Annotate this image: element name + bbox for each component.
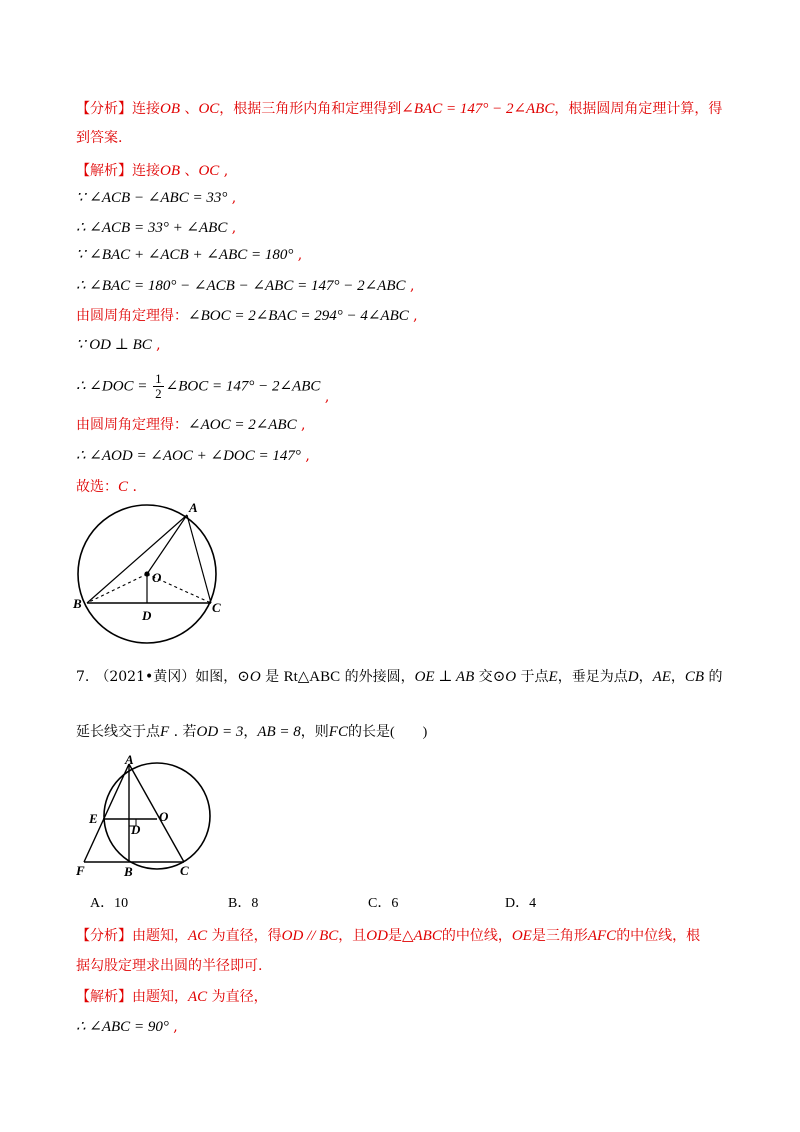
- comma: ,: [293, 247, 303, 263]
- theorem-1: [76, 306, 418, 326]
- math: OE ⊥ AB: [414, 669, 475, 685]
- fraction-one-half: [153, 372, 164, 401]
- math: OD // BC: [281, 928, 339, 944]
- text: 是: [260, 669, 284, 685]
- analysis-2-line-1: [76, 926, 700, 946]
- solution-2-step: [76, 1017, 178, 1037]
- option-d: D．4: [505, 896, 537, 911]
- step-2: [76, 218, 236, 238]
- comma: ,: [300, 448, 310, 464]
- math: OD = 3: [196, 724, 244, 740]
- figure-1-circle-diagram: [73, 500, 226, 650]
- question-7-line-2: [76, 722, 427, 743]
- segment-ab: [87, 515, 187, 603]
- label-d: D: [142, 608, 152, 623]
- step-math: ∵ ∠BAC + ∠ACB + ∠ABC = 180°: [76, 247, 294, 263]
- text: 由圆周角定理得：: [76, 308, 188, 324]
- text: 连接: [132, 163, 160, 179]
- comma: ,: [168, 1019, 178, 1035]
- text: ，且: [338, 928, 367, 944]
- math-oc: OC: [198, 163, 220, 179]
- analysis-tag: 【分析】: [76, 101, 132, 117]
- center-point: [144, 571, 149, 576]
- question-number: 7.: [76, 669, 90, 685]
- comma: ,: [227, 220, 237, 236]
- text: 由题知，: [132, 928, 188, 944]
- math: AC: [188, 989, 208, 1005]
- text: ，: [638, 669, 653, 685]
- math: AC: [188, 928, 208, 944]
- step-math: ∵ ∠ACB − ∠ABC = 33°: [76, 190, 228, 206]
- answer-line: [76, 477, 137, 497]
- text: 是三角形: [531, 928, 588, 944]
- math-bac-equation: ∠BAC = 147° − 2∠ABC: [401, 101, 555, 117]
- label-b: B: [73, 596, 82, 611]
- text: ，根据圆周角定理计算，得: [554, 101, 723, 117]
- label-e: E: [89, 811, 98, 826]
- analysis-1-line-2: 到答案.: [76, 130, 123, 146]
- numerator: 1: [155, 371, 162, 386]
- question-source: （2021•黄冈）如图，: [95, 669, 238, 685]
- label-c: C: [212, 600, 221, 615]
- text: 是: [387, 928, 402, 944]
- label-a: A: [125, 752, 134, 767]
- text: 、: [180, 163, 199, 179]
- solution-tag: 【解析】: [76, 989, 132, 1005]
- text: . 若: [169, 724, 197, 740]
- step-math: ∴ ∠AOD = ∠AOC + ∠DOC = 147°: [76, 448, 301, 464]
- question-7-line-1: [76, 667, 723, 687]
- aod-step: [76, 446, 310, 466]
- text: ，则: [300, 724, 329, 740]
- option-c: C．6: [368, 896, 399, 911]
- option-b: B．8: [228, 896, 259, 911]
- step-math: ∴ ∠ACB = 33° + ∠ABC: [76, 220, 228, 236]
- step-math: ∠AOC = 2∠ABC: [188, 417, 297, 433]
- step-math: ∠BOC = 2∠BAC = 294° − 4∠ABC: [188, 308, 409, 324]
- answer-blank: ( ): [389, 725, 428, 740]
- label-d: D: [131, 822, 141, 837]
- math: OD: [366, 928, 388, 944]
- text: 、: [180, 101, 199, 117]
- math: E: [548, 669, 558, 685]
- math: OE: [511, 928, 532, 944]
- figure-2-circle-diagram: [72, 752, 222, 882]
- perpendicular-step: [76, 335, 161, 355]
- option-a: A．10: [90, 896, 129, 911]
- solution-2-header: [76, 987, 268, 1007]
- label-c: C: [180, 863, 189, 878]
- text: ，根据三角形内角和定理得到: [219, 101, 402, 117]
- math: AB = 8: [257, 724, 301, 740]
- text: 于点: [516, 669, 549, 685]
- circumcircle: [104, 763, 210, 869]
- math-ob: OB: [160, 163, 180, 179]
- text: 故选：: [76, 479, 118, 495]
- math: AE: [652, 669, 671, 685]
- solution-tag: 【解析】: [76, 163, 132, 179]
- math: ⊙O: [237, 669, 261, 685]
- label-o: O: [159, 809, 169, 824]
- text: 由圆周角定理得：: [76, 417, 188, 433]
- label-a: A: [189, 500, 198, 515]
- text: ,: [219, 163, 229, 179]
- math: FC: [328, 724, 348, 740]
- analysis-2-line-2: 据勾股定理求出圆的半径即可.: [76, 958, 263, 974]
- text: ，: [670, 669, 685, 685]
- text: 为直径，得: [207, 928, 282, 944]
- step-4: [76, 276, 414, 296]
- text: 为直径，: [207, 989, 268, 1005]
- theorem-2: [76, 415, 306, 435]
- doc-step: [76, 371, 330, 405]
- answer-choice: C: [118, 479, 129, 495]
- text: ，: [243, 724, 258, 740]
- text: 的外接圆，: [340, 669, 415, 685]
- text: ，垂足为点: [557, 669, 628, 685]
- text: 交: [474, 669, 493, 685]
- analysis-1-line-1: [76, 99, 722, 119]
- step-math: ∠BOC = 147° − 2∠ABC: [165, 378, 321, 395]
- comma: ,: [405, 278, 415, 294]
- math: D: [627, 669, 639, 685]
- text: 的长是: [347, 724, 390, 740]
- step-math: ∴ ∠DOC =: [76, 378, 152, 395]
- step-math: ∴ ∠ABC = 90°: [76, 1019, 169, 1035]
- segment-ob-dashed: [87, 574, 147, 603]
- step-math: ∵ OD ⊥ BC: [76, 337, 152, 353]
- math-ob: OB: [160, 101, 180, 117]
- math: △ABC: [401, 928, 442, 944]
- text: .: [128, 479, 137, 495]
- step-1: [76, 188, 236, 208]
- math: Rt△ABC: [283, 669, 341, 685]
- comma: ,: [296, 417, 306, 433]
- label-o: O: [152, 570, 162, 585]
- math-oc: OC: [198, 101, 220, 117]
- text: 的中位线，根: [616, 928, 701, 944]
- math: AFC: [587, 928, 617, 944]
- comma: ,: [151, 337, 161, 353]
- math: F: [160, 724, 170, 740]
- solution-1-header: [76, 161, 228, 181]
- step-3: [76, 245, 302, 265]
- denominator: 2: [155, 386, 162, 401]
- label-f: F: [76, 863, 85, 878]
- analysis-tag: 【分析】: [76, 928, 132, 944]
- segment-ac: [129, 764, 184, 862]
- comma: ,: [408, 308, 418, 324]
- text: 由题知，: [132, 989, 188, 1005]
- math: ⊙O: [492, 669, 517, 685]
- comma: ,: [227, 190, 237, 206]
- text: 延长线交于点: [76, 724, 160, 740]
- text: 的中位线，: [441, 928, 512, 944]
- label-b: B: [124, 864, 133, 879]
- text: 连接: [132, 101, 160, 117]
- comma: ,: [320, 388, 330, 405]
- math: CB: [684, 669, 705, 685]
- step-math: ∴ ∠BAC = 180° − ∠ACB − ∠ABC = 147° − 2∠ABC: [76, 278, 406, 294]
- text: 的: [704, 669, 723, 685]
